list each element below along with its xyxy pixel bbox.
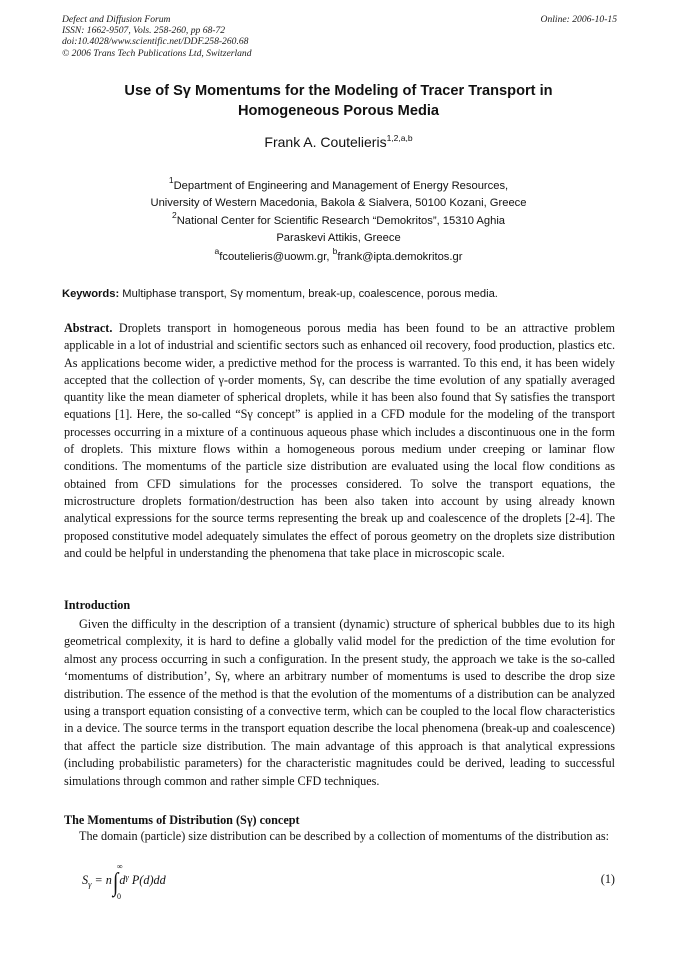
keywords: [62, 287, 615, 301]
author-superscript: 1,2,a,b: [386, 133, 413, 143]
email-a-marker: a: [214, 246, 220, 256]
equation-lhs-subscript: γ: [88, 879, 92, 889]
keywords-label: Keywords:: [62, 288, 120, 300]
affiliation-1-marker: 1: [168, 175, 174, 185]
title-line-2: Homogeneous Porous Media: [237, 103, 440, 119]
equation-rhs: P(d)dd: [128, 873, 166, 887]
issn-line: ISSN: 1662-9507, Vols. 258-260, pp 68-72: [62, 25, 226, 37]
affiliation-2-line-1: National Center for Scientific Research “Demokritos”, 15310 Aghia: [176, 215, 506, 227]
author-emails: [62, 246, 615, 266]
equation-body: [82, 868, 166, 898]
email-a: fcoutelieris@uowm.gr,: [219, 251, 333, 263]
affiliation-1-line-1: Department of Engineering and Management of Energy Resources,: [173, 180, 509, 192]
integral-upper-limit: ∞: [117, 862, 123, 871]
introduction-heading: Introduction: [64, 598, 131, 612]
title-line-1: Use of Sγ Momentums for the Modeling of Tracer Transport in: [124, 83, 553, 99]
journal-header: [62, 14, 617, 59]
copyright-line: © 2006 Trans Tech Publications Ltd, Switzerland: [62, 47, 252, 59]
equation-integrand-d: d: [119, 873, 126, 887]
keywords-text: Multiphase transport, Sγ momentum, break-up, coalescence, porous media.: [119, 288, 498, 300]
affiliation-2-line-2: Paraskevi Attikis, Greece: [276, 232, 401, 244]
integral-sign: ∫: [112, 868, 119, 898]
abstract: [64, 320, 615, 562]
journal-name: Defect and Diffusion Forum: [62, 14, 171, 25]
author-name: Frank A. Coutelieris: [264, 134, 387, 150]
abstract-text: Droplets transport in homogeneous porous media has been found to be an attractive problem applicable in a lot of industrial and scientific sectors such as enhanced oil recovery, food production, plastics etc. As applications become wider, a predictive method for the process is warranted. To this end, it has been widely accepted that the collection of γ-order moments, Sγ, can describe the time evolution of any spatially averaged quantity like the mean diameter of spherical droplets, while it has been also found that Sγ satisfies the transport equations [1]. Here, the so-called “Sγ concept” is applied in a CFD module for the modeling of the transport processes occurring in a mixture of a continuous aqueous phase which includes a discontinuous one in the form of droplets. This mixture flows within a homogeneous porous medium under creeping or laminar flow conditions. The momentums of the particle size distribution are evaluated using the local flow conditions as obtained from CFD simulations for the processes considered. To solve the transport equations, the microstructure droplets formation/destruction has been also taken into account by using already known analytical expressions for the source terms representing the break up and coalescence of the droplets [2-4]. The proposed constitutive model adequately simulates the effect of porous geometry on the droplets size distribution and could be helpful in understanding the phenomena that take place in microscopic scale.: [64, 321, 615, 560]
doi-line: doi:10.4028/www.scientific.net/DDF.258-260.68: [62, 36, 249, 48]
momentums-heading: The Momentums of Distribution (Sγ) concept: [64, 813, 300, 827]
email-b: frank@ipta.demokritos.gr: [337, 251, 463, 263]
affiliation-2: [62, 210, 615, 247]
equation-power: γ: [125, 872, 129, 882]
integral-lower-limit: 0: [117, 892, 121, 901]
affiliation-1-line-2: University of Western Macedonia, Bakola & Sialvera, 50100 Kozani, Greece: [150, 197, 527, 209]
email-b-marker: b: [332, 246, 338, 256]
introduction-paragraph: Given the difficulty in the description of a transient (dynamic) structure of spherical bubbles due to its high geometrical complexity, it is hard to define a globally valid model for the prediction of the time evolution for almost any process occurring in such a configuration. In the present study, the approach we take is the so-called ‘momentums of distribution’, Sγ, where an arbitrary number of momentums is used to describe the drop size distribution. The essence of the method is that the evolution of the momentums of a distribution can be analyzed using a transport equation consisting of a convective term, which can be coupled to the local flow characteristics in a device. The source terms in the transport equation describe the local phenomena (break-up and coalescence) that affect the particle size distribution. The main advantage of this approach is that analytical expressions (including probabilistic parameters) for the characteristic magnitudes could be derived, leading to successful simulations through common and rather simple CFD techniques.: [64, 617, 615, 788]
paper-title: [62, 81, 615, 121]
equation-number: (1): [600, 872, 615, 886]
equation-lhs: S: [82, 873, 89, 887]
affiliation-1: [62, 175, 615, 212]
equation-equals: = n: [91, 873, 112, 887]
author-line: [62, 133, 615, 151]
abstract-label: Abstract.: [64, 321, 113, 335]
momentums-paragraph: The domain (particle) size distribution can be described by a collection of momentums of the distribution as:: [79, 829, 610, 843]
affiliation-2-marker: 2: [171, 210, 177, 220]
equation-1: [82, 862, 615, 902]
online-date: Online: 2006-10-15: [540, 14, 617, 25]
